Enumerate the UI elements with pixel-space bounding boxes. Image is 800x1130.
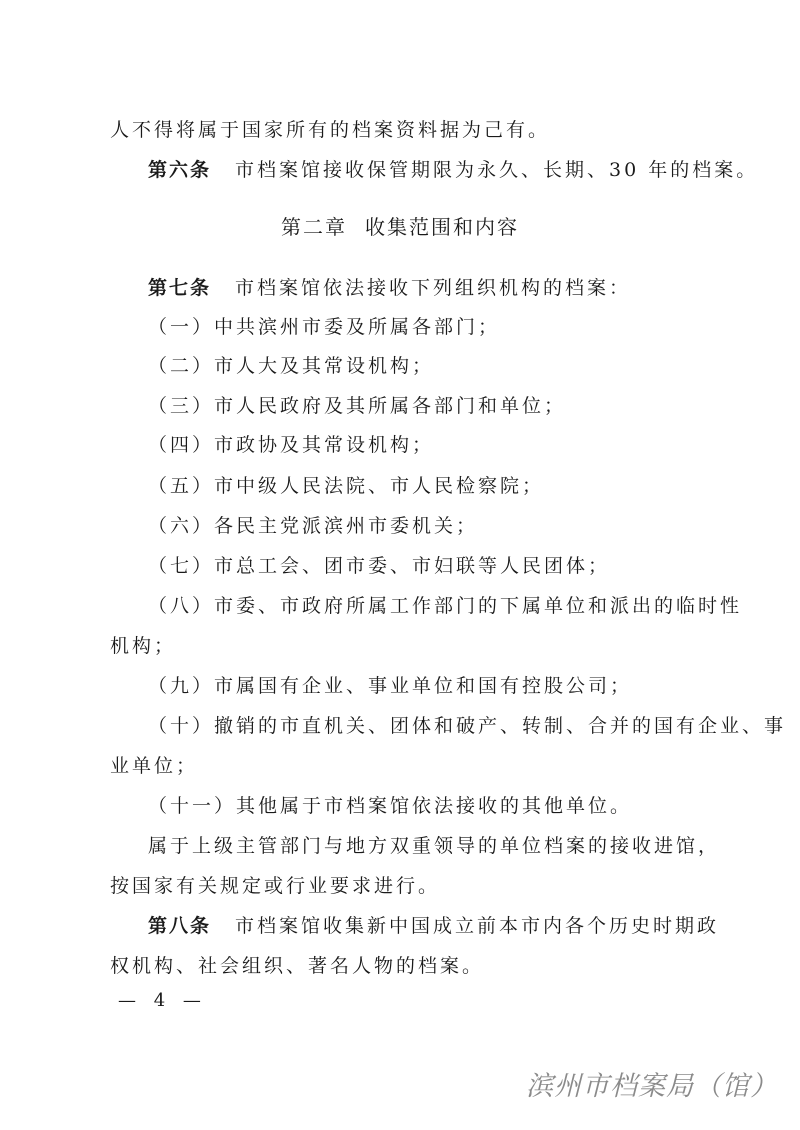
chapter-heading (0, 214, 800, 240)
paragraph-line-1: 属于上级主管部门与地方双重领导的单位档案的接收进馆， (148, 835, 721, 857)
list-item-5: （五）市中级人民法院、市人民检察院； (148, 475, 545, 497)
chapter-number: 第二章 (281, 215, 347, 239)
article-7-text: 市档案馆依法接收下列组织机构的档案： (235, 277, 632, 299)
list-item-6: （六）各民主党派滨州市委机关； (148, 515, 479, 537)
list-item-9: （九）市属国有企业、事业单位和国有控股公司； (148, 675, 633, 697)
list-item-3: （三）市人民政府及其所属各部门和单位； (148, 395, 567, 417)
article-8-heading: 第八条 (148, 915, 212, 937)
text-line-continuation: 人不得将属于国家所有的档案资料据为己有。 (110, 119, 551, 141)
article-8-text: 市档案馆收集新中国成立前本市内各个历史时期政 (235, 915, 720, 937)
watermark: 滨州市档案局（馆） (526, 1071, 778, 1102)
list-item-8-line-2: 机构； (110, 635, 177, 657)
article-8-line-2: 权机构、社会组织、著名人物的档案。 (110, 955, 485, 977)
list-item-11: （十一）其他属于市档案馆依法接收的其他单位。 (148, 795, 633, 817)
article-6 (148, 158, 758, 182)
article-7 (148, 276, 631, 300)
article-7-heading: 第七条 (148, 277, 212, 299)
list-item-2: （二）市人大及其常设机构； (148, 355, 435, 377)
list-item-7: （七）市总工会、团市委、市妇联等人民团体； (148, 555, 611, 577)
article-6-heading: 第六条 (148, 159, 212, 181)
list-item-10-line-1: （十）撤销的市直机关、团体和破产、转制、合并的国有企业、事 (148, 715, 787, 737)
list-item-4: （四）市政协及其常设机构； (148, 434, 435, 456)
article-8 (148, 914, 719, 938)
chapter-title: 收集范围和内容 (365, 215, 519, 239)
list-item-1: （一）中共滨州市委及所属各部门； (148, 316, 501, 338)
list-item-8-line-1: （八）市委、市政府所属工作部门的下属单位和派出的临时性 (148, 595, 743, 617)
list-item-10-line-2: 业单位； (110, 755, 199, 777)
paragraph-line-2: 按国家有关规定或行业要求进行。 (110, 875, 441, 897)
page-number: — 4 — (118, 990, 207, 1011)
article-6-text: 市档案馆接收保管期限为永久、长期、30 年的档案。 (235, 159, 759, 181)
